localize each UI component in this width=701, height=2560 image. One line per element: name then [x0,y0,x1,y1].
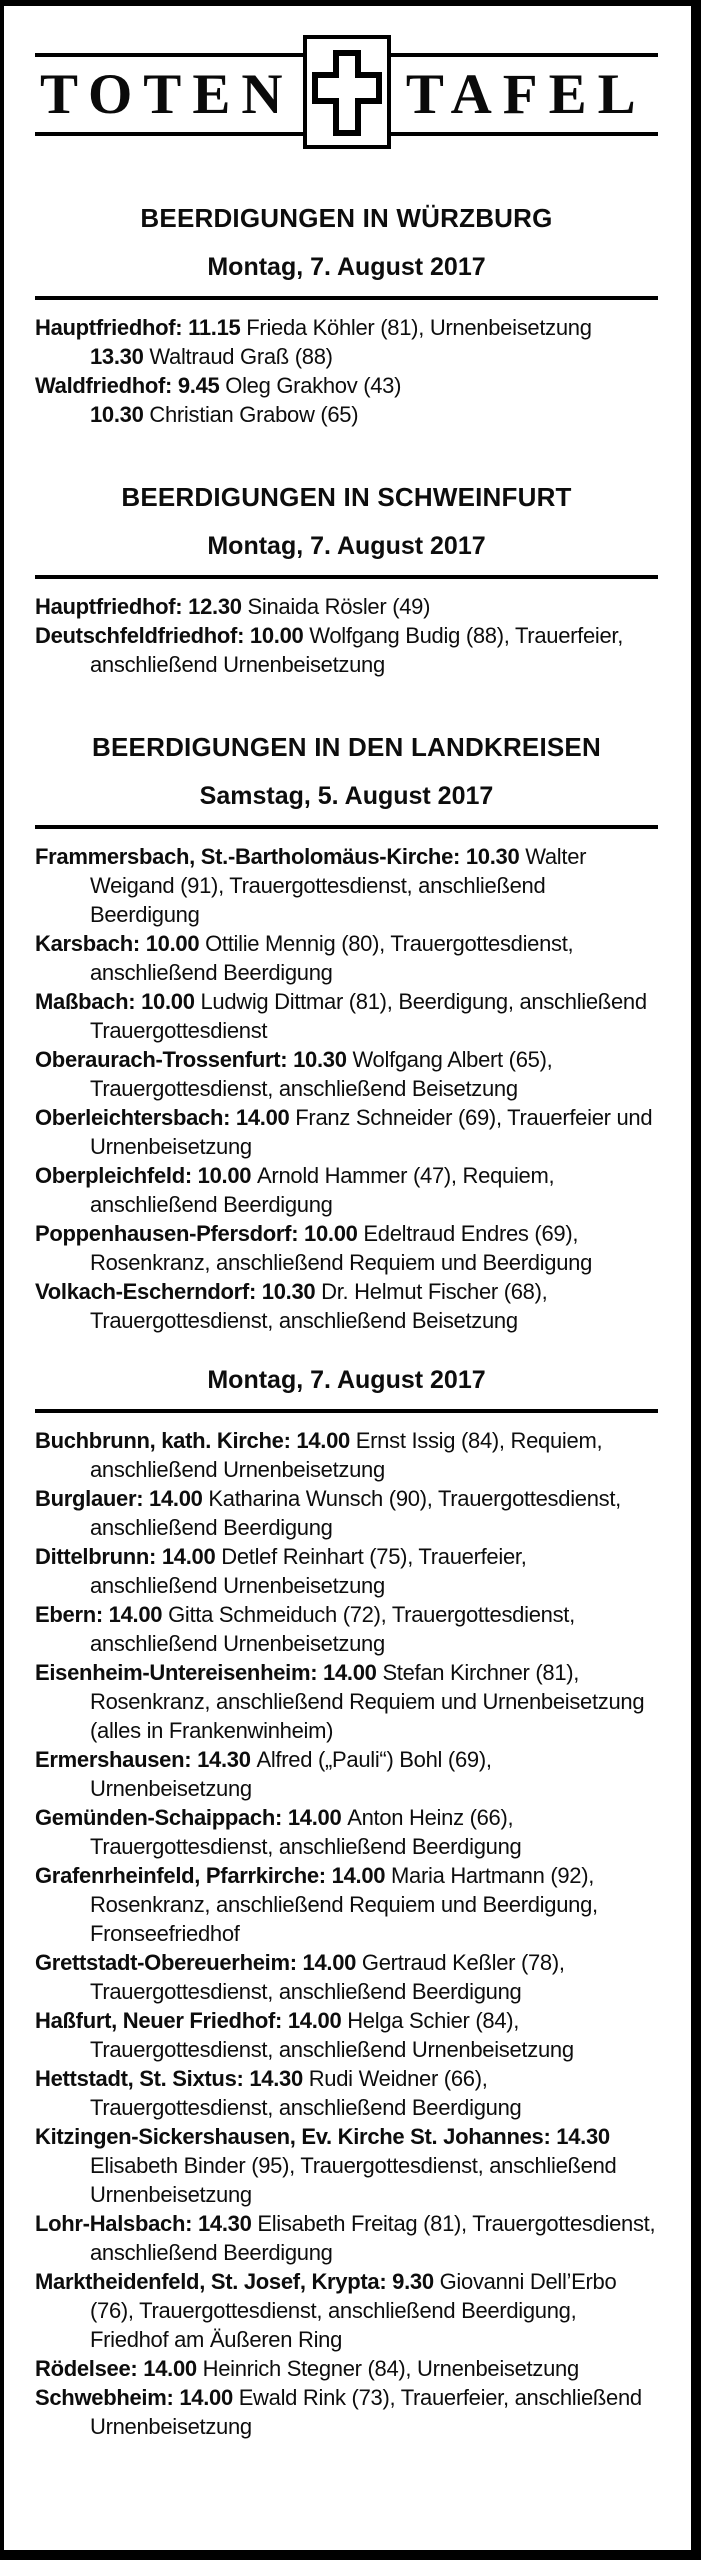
funeral-entry [35,1219,658,1277]
divider-rule [35,575,658,579]
entry-location-time: Rödelsee: 14.00 [35,2356,203,2381]
entry-details: Katharina Wunsch (90), Trauergottesdienst, anschließend Beerdigung [90,1486,621,1540]
entry-location-time: Burglauer: 14.00 [35,1486,209,1511]
entry-location-time: Oberleichtersbach: 14.00 [35,1105,296,1130]
entry-details: Heinrich Stegner (84), Urnenbeisetzung [202,2356,579,2381]
section-subsections [35,252,658,429]
entry-details: Dr. Helmut Fischer (68), Trauergottesdienst, anschließend Beisetzung [90,1279,548,1333]
funeral-entry [35,1426,658,1484]
entry-details: Giovanni Dell’Erbo (76), Trauergottesdienst, anschließend Beerdigung, Friedhof am Äußeren Ring [90,2269,617,2352]
entry-location-time: Ebern: 14.00 [35,1602,169,1627]
masthead-word-right: TAFEL [405,63,647,126]
entry-details: Arnold Hammer (47), Requiem, anschließend Beerdigung [90,1163,555,1217]
entry-location-time: Volkach-Escherndorf: 10.30 [35,1279,322,1304]
entry-list [35,1426,658,2441]
entry-location-time: Grafenrheinfeld, Pfarrkirche: 14.00 [35,1863,392,1888]
entry-details: Christian Grabow (65) [149,402,359,427]
funeral-entry [35,987,658,1045]
funeral-entry [35,929,658,987]
entry-location-time: Ermershausen: 14.30 [35,1747,257,1772]
entry-details: Franz Schneider (69), Trauerfeier und Urnenbeisetzung [90,1105,653,1159]
date-heading: Samstag, 5. August 2017 [199,782,494,810]
funeral-entry [35,842,658,929]
funeral-entry [35,342,658,371]
funeral-entry [35,2383,658,2441]
date-subsection [35,531,658,679]
entry-details: Sinaida Rösler (49) [247,594,431,619]
date-heading: Montag, 7. August 2017 [207,532,486,560]
burial-section [35,202,658,429]
entry-location-time: Hauptfriedhof: 11.15 [35,315,247,340]
entry-location-time: Poppenhausen-Pfersdorf: 10.00 [35,1221,364,1246]
entry-location-time: Marktheidenfeld, St. Josef, Krypta: 9.30 [35,2269,440,2294]
entry-details: Ottilie Mennig (80), Trauergottesdienst, anschließend Beerdigung [90,931,574,985]
entry-details: Gitta Schmeiduch (72), Trauergottesdienst, anschließend Urnenbeisetzung [90,1602,575,1656]
divider-rule [35,296,658,300]
section-title: BEERDIGUNGEN IN DEN LANDKREISEN [92,732,601,762]
sections [35,202,658,2441]
entry-location-time: Haßfurt, Neuer Friedhof: 14.00 [35,2008,348,2033]
entry-details: Anton Heinz (66), Trauergottesdienst, anschließend Beerdigung [90,1805,522,1859]
funeral-entry [35,2064,658,2122]
divider-rule [35,1409,658,1413]
funeral-entry [35,1103,658,1161]
entry-details: Ludwig Dittmar (81), Beerdigung, anschließend Trauergottesdienst [90,989,647,1043]
funeral-entry [35,1600,658,1658]
page-content [4,6,691,2441]
entry-location-time: Gemünden-Schaippach: 14.00 [35,1805,348,1830]
entry-location-time: Maßbach: 10.00 [35,989,201,1014]
entry-location-time: Oberaurach-Trossenfurt: 10.30 [35,1047,353,1072]
funeral-entry [35,313,658,342]
funeral-entry [35,2209,658,2267]
section-subsections [35,781,658,2441]
entry-details: Wolfgang Budig (88), Trauerfeier, anschließend Urnenbeisetzung [90,623,624,677]
entry-details: Ernst Issig (84), Requiem, anschließend Urnenbeisetzung [90,1428,603,1482]
entry-location-time: Hauptfriedhof: 12.30 [35,594,248,619]
entry-location-time: Oberpleichfeld: 10.00 [35,1163,258,1188]
section-subsections [35,531,658,679]
entry-location-time: Eisenheim-Untereisenheim: 14.00 [35,1660,383,1685]
entry-location-time: 10.30 [90,402,150,427]
funeral-entry [35,1861,658,1948]
entry-details: Alfred („Pauli“) Bohl (69), Urnenbeisetzung [90,1747,492,1801]
entry-details: Helga Schier (84), Trauergottesdienst, anschließend Urnenbeisetzung [90,2008,574,2062]
funeral-entry [35,400,658,429]
entry-location-time: Schwebheim: 14.00 [35,2385,239,2410]
burial-section [35,731,658,2441]
entry-list [35,592,658,679]
entry-details: Stefan Kirchner (81), Rosenkranz, anschließend Requiem und Urnenbeisetzung (alles in Frankenwinheim) [90,1660,645,1743]
section-title: BEERDIGUNGEN IN SCHWEINFURT [121,482,572,512]
entry-location-time: Dittelbrunn: 14.00 [35,1544,222,1569]
funeral-entry [35,1045,658,1103]
entry-location-time: Karsbach: 10.00 [35,931,206,956]
funeral-entry [35,1484,658,1542]
divider-rule [35,825,658,829]
date-heading: Montag, 7. August 2017 [207,253,486,281]
entry-location-time: 13.30 [90,344,150,369]
entry-location-time: Buchbrunn, kath. Kirche: 14.00 [35,1428,356,1453]
entry-details: Elisabeth Freitag (81), Trauergottesdienst, anschließend Beerdigung [90,2211,656,2265]
entry-location-time: Waldfriedhof: 9.45 [35,373,226,398]
funeral-entry [35,592,658,621]
funeral-entry [35,1658,658,1745]
entry-location-time: Hettstadt, St. Sixtus: 14.30 [35,2066,309,2091]
entry-details: Walter Weigand (91), Trauergottesdienst, anschließend Beerdigung [90,844,587,927]
entry-list [35,842,658,1335]
funeral-entry [35,2354,658,2383]
date-heading: Montag, 7. August 2017 [207,1366,486,1394]
entry-location-time: Grettstadt-Obereuerheim: 14.00 [35,1950,362,1975]
entry-location-time: Frammersbach, St.-Bartholomäus-Kirche: 10.30 [35,844,526,869]
entry-details: Wolfgang Albert (65), Trauergottesdienst, anschließend Beisetzung [90,1047,553,1101]
funeral-entry [35,1542,658,1600]
masthead-word-left: TOTEN [39,63,294,126]
entry-location-time: Deutschfeldfriedhof: 10.00 [35,623,310,648]
latin-cross-icon [303,35,391,149]
entry-location-time: Kitzingen-Sickershausen, Ev. Kirche St. Johannes: 14.30 [35,2124,610,2149]
entry-details: Detlef Reinhart (75), Trauerfeier, anschließend Urnenbeisetzung [90,1544,527,1598]
entry-location-time: Lohr-Halsbach: 14.30 [35,2211,258,2236]
section-title: BEERDIGUNGEN IN WÜRZBURG [140,203,553,233]
burial-section [35,481,658,679]
funeral-entry [35,2006,658,2064]
entry-list [35,313,658,429]
funeral-entry [35,1161,658,1219]
entry-details: Elisabeth Binder (95), Trauergottesdienst, anschließend Urnenbeisetzung [90,2153,617,2207]
funeral-entry [35,1803,658,1861]
funeral-entry [35,1948,658,2006]
date-subsection [35,781,658,1335]
entry-details: Oleg Grakhov (43) [225,373,402,398]
date-subsection [35,252,658,429]
funeral-entry [35,1745,658,1803]
entry-details: Gertraud Keßler (78), Trauergottesdienst, anschließend Beerdigung [90,1950,565,2004]
entry-details: Waltraud Graß (88) [149,344,333,369]
date-subsection [35,1365,658,2441]
entry-details: Maria Hartmann (92), Rosenkranz, anschließend Requiem und Beerdigung, Fronseefriedhof [90,1863,598,1946]
entry-details: Frieda Köhler (81), Urnenbeisetzung [246,315,592,340]
funeral-entry [35,371,658,400]
entry-details: Rudi Weidner (66), Trauergottesdienst, anschließend Beerdigung [90,2066,522,2120]
entry-details: Ewald Rink (73), Trauerfeier, anschließend Urnenbeisetzung [90,2385,642,2439]
masthead [35,6,658,176]
funeral-entry [35,2122,658,2209]
funeral-entry [35,621,658,679]
funeral-entry [35,2267,658,2354]
entry-details: Edeltraud Endres (69), Rosenkranz, anschließend Requiem und Beerdigung [90,1221,592,1275]
funeral-entry [35,1277,658,1335]
